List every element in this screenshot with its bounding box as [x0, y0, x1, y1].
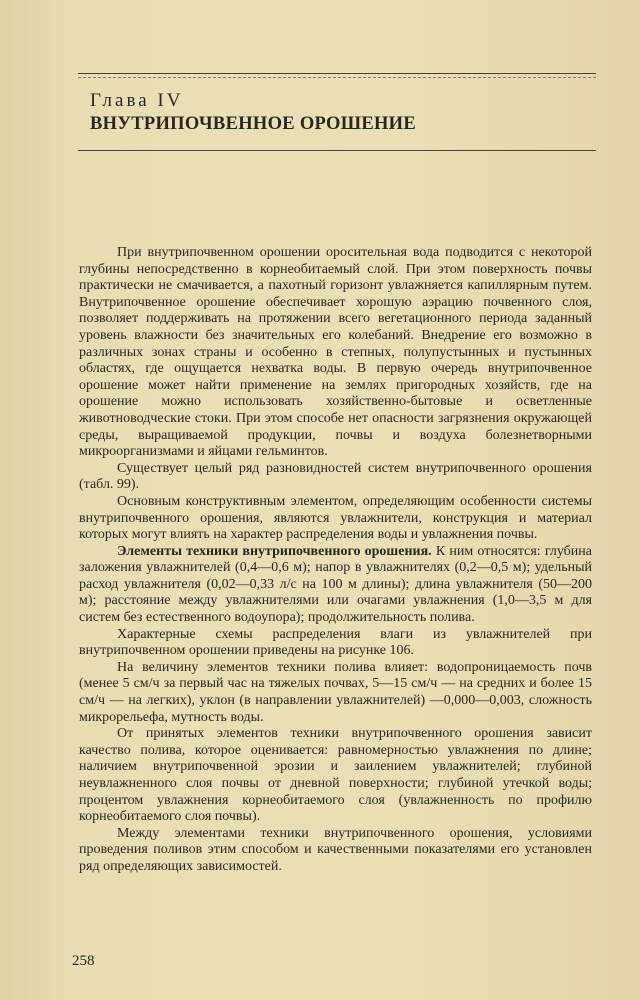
top-rule-secondary: [78, 77, 596, 78]
paragraph-varieties: Существует целый ряд разновидностей систем внутрипочвенного орошения (табл. 99).: [79, 460, 592, 493]
body-text: [79, 245, 592, 876]
top-rule: [78, 73, 596, 74]
paragraph-dependencies: Между элементами техники внутрипочвенного орошения, условиями проведения поливов этим способом и качественными показателями его установлен ряд определяющих зависимостей.: [79, 825, 592, 874]
paragraph-elements: [79, 544, 592, 627]
heading-rule: [78, 150, 596, 151]
elements-heading: Элементы техники внутрипочвенного орошения.: [117, 543, 432, 559]
paragraph-influence: На величину элементов техники полива влияет: водопроницаемость почв (менее 5 см/ч за первый час на тяжелых почвах, 5—15 см/ч — на средних и более 15 см/ч — на легких), уклон (в направлении увлажнителей) —0,000—0,003, сложность микрорельефа, мутность воды.: [79, 659, 592, 725]
chapter-number: Глава IV: [90, 90, 184, 111]
paragraph-schemes: Характерные схемы распределения влаги из увлажнителей при внутрипочвенном орошении приведены на рисунке 106.: [79, 626, 592, 659]
paragraph-construction: Основным конструктивным элементом, определяющим особенности системы внутрипочвенного орошения, являются увлажнители, конструкция и материал которых могут влиять на характер распределения воды и увлажнения почвы.: [79, 493, 592, 543]
page-number: 258: [72, 953, 95, 969]
chapter-title: ВНУТРИПОЧВЕННОЕ ОРОШЕНИЕ: [90, 114, 416, 134]
paragraph-quality: От принятых элементов техники внутрипочвенного орошения зависит качество полива, которое оценивается: равномерностью увлажнения по длине; наличием внутрипочвенной эрозии и заилением увлажнителей; глубиной неувлажненного слоя почвы от дневной поверхности; глубиной утечкой воды; процентом увлажнения корнеобитаемого слоя (увлажненность по профилю корнеобитаемого слоя почвы).: [79, 726, 592, 825]
paragraph-intro: При внутрипочвенном орошении оросительная вода подводится с некоторой глубины непосредственно в корнеобитаемый слой. При этом поверхность почвы практически не смачивается, а пахотный горизонт увлажняется капиллярным путем. Внутрипочвенное орошение обеспечивает хорошую аэрацию почвенного слоя, позволяет поддерживать на протяжении всего вегетационного периода заданный уровень влажности без значительных его колебаний. Внедрение его возможно в различных зонах страны и особенно в степных, полупустынных и пустынных областях, где ощущается нехватка воды. В первую очередь внутрипочвенное орошение может найти применение на землях пригородных хозяйств, где на орошение можно использовать хозяйственно-бытовые и осветленные животноводческие стоки. При этом способе нет опасности загрязнения окружающей среды, выращиваемой продукции, почвы и воздуха болезнетворными микроорганизмами и яйцами гельминтов.: [79, 245, 592, 460]
elements-text: К ним относятся: глубина заложения увлажнителей (0,4—0,6 м); напор в увлажнителях (0,2—0,5 м); удельный расход увлажнителя (0,02—0,33 л/с на 100 м длины); длина увлажнителя (50—200 м); расстояние между увлажнителями или очагами увлажнения (1,0—3,5 м для систем без естественного водоупора); продолжительность полива.: [79, 543, 592, 626]
